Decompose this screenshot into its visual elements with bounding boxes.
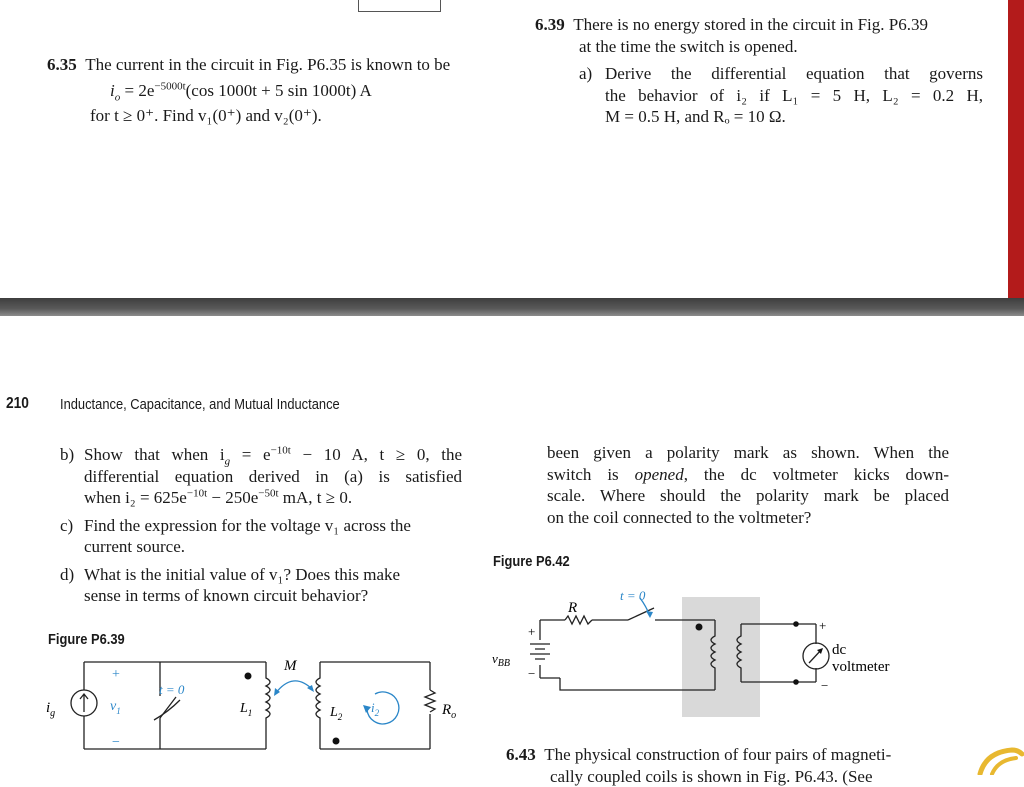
label-minus: −: [528, 666, 535, 681]
part-d-line2: sense in terms of known circuit behavior?: [84, 585, 462, 607]
part-a-line2: the behavior of i₂ if L₁ = 5 H, L₂ = 0.2 H,: [605, 85, 983, 107]
label-i2: $i_2$: [371, 700, 380, 718]
eq-exponent: −5000t: [154, 80, 185, 92]
part-b-label: b): [60, 444, 74, 466]
inductor-l1: [266, 662, 270, 749]
part-c-line2: current source.: [84, 536, 462, 558]
text: = e: [230, 445, 270, 464]
running-head: Inductance, Capacitance, and Mutual Inductance: [60, 396, 340, 413]
problem-6-35-equation: [110, 80, 507, 102]
problem-6-43-line2: cally coupled coils is shown in Fig. P6.43. (See: [550, 766, 966, 787]
problem-6-35-line3: for t ≥ 0⁺. Find v₁(0⁺) and v₂(0⁺).: [90, 105, 507, 127]
text: , the dc voltmeter kicks down-: [684, 465, 949, 484]
resistor-ro: [425, 690, 435, 712]
label-m: M: [283, 658, 298, 674]
problem-6-43: [506, 744, 966, 787]
sup: −50t: [258, 487, 278, 499]
label-meter-minus: −: [821, 678, 828, 693]
part-a: [579, 63, 983, 128]
problem-6-39-line1: [535, 14, 983, 36]
part-c-label: c): [60, 515, 73, 537]
parts-b-c-d: [60, 444, 462, 607]
right-line3: scale. Where should the polarity mark be placed: [547, 485, 949, 507]
label-r: R: [567, 600, 577, 616]
part-c: [60, 515, 462, 558]
italic-text: opened: [635, 465, 684, 484]
part-b: [60, 444, 462, 509]
problem-text: The current in the circuit in Fig. P6.35 is known to be: [85, 55, 450, 74]
figure-p6-42: [490, 578, 920, 723]
problem-6-39: [535, 14, 983, 128]
part-a-line1: Derive the differential equation that governs: [605, 63, 983, 85]
label-v1: $v_1$: [110, 699, 121, 716]
label-switch: t = 0: [159, 682, 185, 697]
problem-6-35-line1: [47, 54, 507, 76]
page-number: 210: [6, 395, 29, 413]
problem-6-43-line1: [506, 744, 966, 766]
part-d-label: d): [60, 564, 74, 586]
label-plus: +: [112, 667, 120, 682]
part-b-line3: [84, 487, 462, 509]
part-a-label: a): [579, 63, 592, 85]
figure-p6-39-label: Figure P6.39: [48, 631, 125, 648]
i2-arrowhead: [363, 705, 371, 713]
sup: −10t: [271, 444, 291, 456]
part-d: [60, 564, 462, 607]
dot-l1: [245, 673, 252, 680]
problem-6-35: [47, 54, 507, 127]
text: − 10 A, t ≥ 0, the: [291, 445, 462, 464]
label-l1: $L_1$: [239, 701, 252, 718]
label-switch: t = 0: [620, 588, 646, 603]
switch-arrow: [154, 700, 180, 720]
text: when i₂ = 625e: [84, 488, 187, 507]
text: − 250e: [207, 488, 258, 507]
label-vbb: $v_{BB}$: [492, 651, 510, 669]
part-b-line1: [84, 444, 462, 466]
problem-number: 6.35: [47, 55, 77, 74]
terminal-top: [793, 621, 799, 627]
part-c-line1: Find the expression for the voltage v₁ across the: [84, 515, 462, 537]
mutual-arrow: [275, 681, 313, 694]
eq-current-symbol: i: [110, 81, 115, 100]
part-b-line2: differential equation derived in (a) is satisfied: [84, 466, 462, 488]
inductor-l2: [316, 662, 320, 749]
part-a-line3: M = 0.5 H, and Rₒ = 10 Ω.: [605, 106, 983, 128]
right-line1: been given a polarity mark as shown. When the: [547, 442, 949, 464]
label-plus: +: [528, 624, 535, 639]
switch-arrowhead: [646, 611, 653, 618]
text: Show that when i: [84, 445, 225, 464]
transformer-core: [682, 597, 760, 717]
label-meter-plus: +: [819, 618, 826, 633]
label-ig: $i_g$: [46, 700, 55, 719]
figure-p6-39: [30, 650, 480, 775]
polarity-dot: [696, 624, 703, 631]
part-d-line1: What is the initial value of v₁? Does this make: [84, 564, 462, 586]
text: mA, t ≥ 0.: [279, 488, 353, 507]
figure-p6-42-label: Figure P6.42: [493, 553, 570, 570]
problem-text: The physical construction of four pairs of magneti-: [544, 745, 891, 764]
current-source-arrow: [80, 694, 88, 712]
dot-l2: [333, 738, 340, 745]
problem-number: 6.39: [535, 15, 565, 34]
problem-6-39-line2: at the time the switch is opened.: [579, 36, 983, 58]
page-divider: [0, 298, 1024, 316]
label-minus: −: [112, 735, 120, 750]
top-page-box-fragment: [358, 0, 441, 12]
problem-text: There is no energy stored in the circuit in Fig. P6.39: [573, 15, 928, 34]
eq-current-sub: o: [115, 91, 121, 103]
sup: −10t: [187, 487, 207, 499]
label-ro: $R_o$: [441, 702, 456, 721]
label-dc: dc: [832, 642, 847, 658]
eq-mid: = 2e: [120, 81, 154, 100]
sub: g: [225, 455, 231, 467]
right-line2: [547, 464, 949, 486]
problem-number: 6.43: [506, 745, 536, 764]
text: switch is: [547, 465, 635, 484]
eq-rest: (cos 1000t + 5 sin 1000t) A: [186, 81, 372, 100]
right-line4: on the coil connected to the voltmeter?: [547, 507, 949, 529]
label-l2: $L_2$: [329, 705, 343, 722]
resistor-r: [565, 616, 592, 624]
label-voltmeter: voltmeter: [832, 659, 889, 675]
right-column-text: [547, 442, 949, 528]
corner-logo-icon: [972, 746, 1024, 775]
red-edge-bar: [1008, 0, 1024, 298]
terminal-bottom: [793, 679, 799, 685]
